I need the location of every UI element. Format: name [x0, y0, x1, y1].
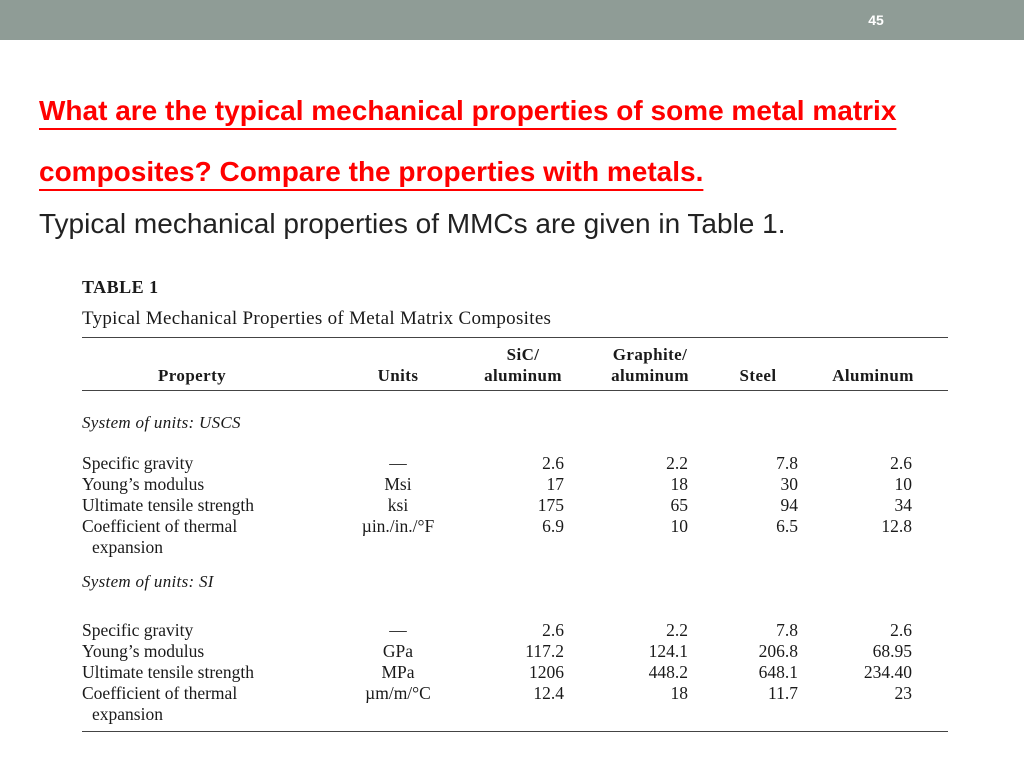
- cell-sic-aluminum: 2.6: [542, 453, 564, 473]
- cell-units: GPa: [382, 641, 414, 661]
- table-row-continuation: expansion: [92, 704, 163, 724]
- cell-graphite-aluminum: 10: [670, 516, 688, 536]
- cell-aluminum: 2.6: [890, 620, 912, 640]
- cell-sic-aluminum: 6.9: [542, 516, 564, 536]
- cell-property: Specific gravity: [82, 453, 194, 473]
- table-row: [82, 516, 948, 537]
- table-label: TABLE 1: [82, 277, 159, 297]
- answer-text: Typical mechanical properties of MMCs are given in Table 1.: [39, 208, 786, 239]
- cell-sic-aluminum: 2.6: [542, 620, 564, 640]
- cell-sic-aluminum: 12.4: [533, 683, 564, 703]
- header-graphite-aluminum: Graphite/ aluminum: [611, 345, 689, 385]
- cell-steel: 94: [780, 495, 798, 515]
- cell-units: Msi: [384, 474, 412, 494]
- cell-units: —: [389, 453, 407, 473]
- cell-aluminum: 34: [894, 495, 912, 515]
- table-body: [82, 391, 948, 725]
- table-row: [82, 495, 948, 516]
- header-bar: [0, 0, 1024, 40]
- cell-steel: 6.5: [776, 516, 798, 536]
- table-row: [82, 641, 948, 662]
- cell-graphite-aluminum: 2.2: [666, 453, 688, 473]
- cell-sic-aluminum: 17: [546, 474, 564, 494]
- table-row: [82, 620, 948, 641]
- cell-property: Ultimate tensile strength: [82, 495, 255, 515]
- table-caption: Typical Mechanical Properties of Metal Matrix Composites: [82, 308, 552, 329]
- cell-steel: 206.8: [758, 641, 798, 661]
- cell-property: Specific gravity: [82, 620, 194, 640]
- cell-graphite-aluminum: 65: [670, 495, 688, 515]
- cell-graphite-aluminum: 18: [670, 683, 688, 703]
- cell-sic-aluminum: 117.2: [525, 641, 564, 661]
- cell-aluminum: 23: [894, 683, 912, 703]
- header-sic-aluminum: SiC/ aluminum: [484, 345, 562, 385]
- table-row: [82, 662, 948, 683]
- cell-steel: 7.8: [776, 620, 798, 640]
- table-row: [82, 474, 948, 495]
- properties-table: [82, 273, 948, 732]
- cell-units: ksi: [387, 495, 409, 515]
- cell-units: —: [389, 620, 407, 640]
- cell-property: Coefficient of thermal: [82, 683, 238, 703]
- cell-aluminum: 2.6: [890, 453, 912, 473]
- cell-property: Coefficient of thermal: [82, 516, 238, 536]
- cell-graphite-aluminum: 448.2: [648, 662, 688, 682]
- cell-aluminum: 68.95: [872, 641, 912, 661]
- cell-steel: 11.7: [768, 683, 798, 703]
- table-row: [82, 683, 948, 704]
- table-bottom-rule: [82, 731, 948, 732]
- question-heading: What are the typical mechanical properties of some metal matrix composites? Compare the properties with metals.: [39, 95, 897, 187]
- cell-steel: 30: [780, 474, 798, 494]
- cell-graphite-aluminum: 2.2: [666, 620, 688, 640]
- cell-aluminum: 10: [894, 474, 912, 494]
- header-units: Units: [377, 366, 419, 385]
- table-header-row: [82, 338, 948, 390]
- cell-aluminum: 12.8: [881, 516, 912, 536]
- cell-property: Young’s modulus: [82, 474, 205, 494]
- units-system-label: System of units: USCS: [82, 413, 241, 432]
- cell-steel: 648.1: [758, 662, 798, 682]
- header-property: Property: [158, 366, 227, 385]
- cell-units: µm/m/°C: [365, 683, 431, 703]
- cell-steel: 7.8: [776, 453, 798, 473]
- cell-graphite-aluminum: 124.1: [648, 641, 688, 661]
- cell-property: Young’s modulus: [82, 641, 205, 661]
- cell-units: µin./in./°F: [361, 516, 435, 536]
- cell-property: Ultimate tensile strength: [82, 662, 255, 682]
- table-row-continuation: expansion: [92, 537, 163, 557]
- cell-graphite-aluminum: 18: [670, 474, 688, 494]
- slide-number: 45: [868, 12, 884, 28]
- header-steel: Steel: [739, 366, 777, 385]
- cell-units: MPa: [381, 662, 415, 682]
- cell-sic-aluminum: 1206: [529, 662, 564, 682]
- cell-aluminum: 234.40: [863, 662, 912, 682]
- cell-sic-aluminum: 175: [537, 495, 564, 515]
- table-row: [82, 453, 948, 474]
- header-aluminum: Aluminum: [832, 366, 914, 385]
- units-system-label: System of units: SI: [82, 572, 214, 591]
